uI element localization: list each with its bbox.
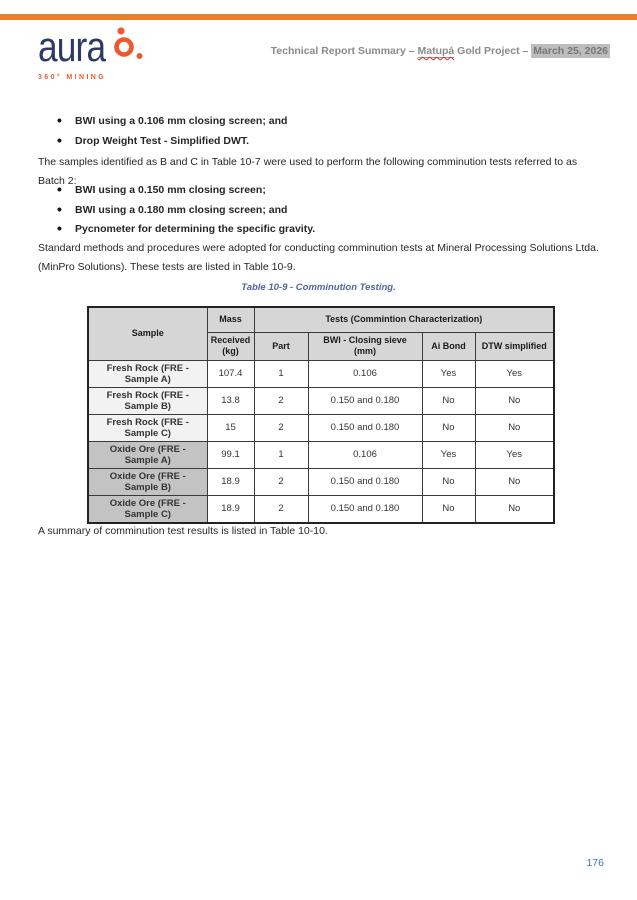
list-item: • BWI using a 0.180 mm closing screen; and <box>38 201 601 221</box>
cell-ai-bond: No <box>422 414 475 441</box>
table-row <box>88 387 554 414</box>
cell-mass: 18.9 <box>207 495 254 523</box>
cell-mass: 13.8 <box>207 387 254 414</box>
column-header-part: Part <box>254 332 308 360</box>
page-number: 176 <box>586 857 604 869</box>
column-header-ai-bond: Ai Bond <box>422 332 475 360</box>
table-row <box>88 468 554 495</box>
title-date-highlighted: March 25, 2026 <box>533 45 608 57</box>
title-project-name: Matupá <box>417 45 455 57</box>
cell-mass: 107.4 <box>207 360 254 387</box>
top-orange-rule <box>0 14 637 20</box>
paragraph-standard-methods: Standard methods and procedures were adopted for conducting comminution tests at Mineral Processing Solutions Ltda. (MinPro Solutions). These tests are listed in Table 10-9. <box>38 242 599 273</box>
table-caption: Table 10-9 - Comminution Testing. <box>241 282 396 293</box>
cell-ai-bond: Yes <box>422 360 475 387</box>
cell-dtw: No <box>475 495 554 523</box>
cell-part: 2 <box>254 468 308 495</box>
aura-logo-wordmark: aura <box>38 23 106 70</box>
table-row <box>88 414 554 441</box>
aura-logo <box>38 22 144 81</box>
cell-mass: 99.1 <box>207 441 254 468</box>
cell-ai-bond: No <box>422 495 475 523</box>
column-header-mass-received: Received (kg) <box>207 332 254 360</box>
running-header-title <box>271 45 610 57</box>
cell-sample: Fresh Rock (FRE - Sample B) <box>88 387 207 414</box>
aura-ring-dots-icon <box>110 24 144 69</box>
cell-bwi: 0.150 and 0.180 <box>308 387 422 414</box>
bullet-list-batch2 <box>38 181 601 240</box>
aura-logo-tagline: 360° MINING <box>38 74 107 81</box>
cell-sample: Fresh Rock (FRE - Sample C) <box>88 414 207 441</box>
cell-bwi: 0.106 <box>308 441 422 468</box>
list-item: • BWI using a 0.106 mm closing screen; and <box>38 112 601 132</box>
cell-dtw: No <box>475 387 554 414</box>
cell-sample: Fresh Rock (FRE - Sample A) <box>88 360 207 387</box>
cell-ai-bond: Yes <box>422 441 475 468</box>
column-header-bwi: BWI - Closing sieve (mm) <box>308 332 422 360</box>
paragraph-batch2-intro: The samples identified as B and C in Table 10-7 were used to perform the following comminution tests referred to as Batch 2: <box>38 156 578 187</box>
list-item: • BWI using a 0.150 mm closing screen; <box>38 181 601 201</box>
cell-dtw: Yes <box>475 360 554 387</box>
column-header-sample: Sample <box>88 307 207 360</box>
paragraph-summary: A summary of comminution test results is listed in Table 10-10. <box>38 525 328 537</box>
comminution-table-container <box>87 306 555 524</box>
cell-dtw: Yes <box>475 441 554 468</box>
list-item: • Drop Weight Test - Simplified DWT. <box>38 132 601 152</box>
cell-ai-bond: No <box>422 468 475 495</box>
cell-mass: 15 <box>207 414 254 441</box>
cell-bwi: 0.150 and 0.180 <box>308 495 422 523</box>
cell-part: 2 <box>254 495 308 523</box>
cell-bwi: 0.106 <box>308 360 422 387</box>
column-header-dtw: DTW simplified <box>475 332 554 360</box>
cell-part: 2 <box>254 387 308 414</box>
table-row <box>88 441 554 468</box>
list-item: • Pycnometer for determining the specific gravity. <box>38 220 601 240</box>
column-group-header-tests: Tests (Commintion Characterization) <box>254 307 554 332</box>
title-prefix: Technical Report Summary – <box>270 45 418 57</box>
title-middle: Gold Project – <box>454 45 532 57</box>
cell-bwi: 0.150 and 0.180 <box>308 414 422 441</box>
cell-sample: Oxide Ore (FRE - Sample A) <box>88 441 207 468</box>
cell-mass: 18.9 <box>207 468 254 495</box>
cell-ai-bond: No <box>422 387 475 414</box>
cell-dtw: No <box>475 414 554 441</box>
cell-part: 2 <box>254 414 308 441</box>
cell-bwi: 0.150 and 0.180 <box>308 468 422 495</box>
cell-part: 1 <box>254 441 308 468</box>
cell-dtw: No <box>475 468 554 495</box>
cell-sample: Oxide Ore (FRE - Sample C) <box>88 495 207 523</box>
column-header-mass: Mass <box>207 307 254 332</box>
table-row <box>88 360 554 387</box>
cell-part: 1 <box>254 360 308 387</box>
table-row <box>88 495 554 523</box>
bullet-list-batch1 <box>38 112 601 151</box>
comminution-table <box>87 306 555 524</box>
cell-sample: Oxide Ore (FRE - Sample B) <box>88 468 207 495</box>
